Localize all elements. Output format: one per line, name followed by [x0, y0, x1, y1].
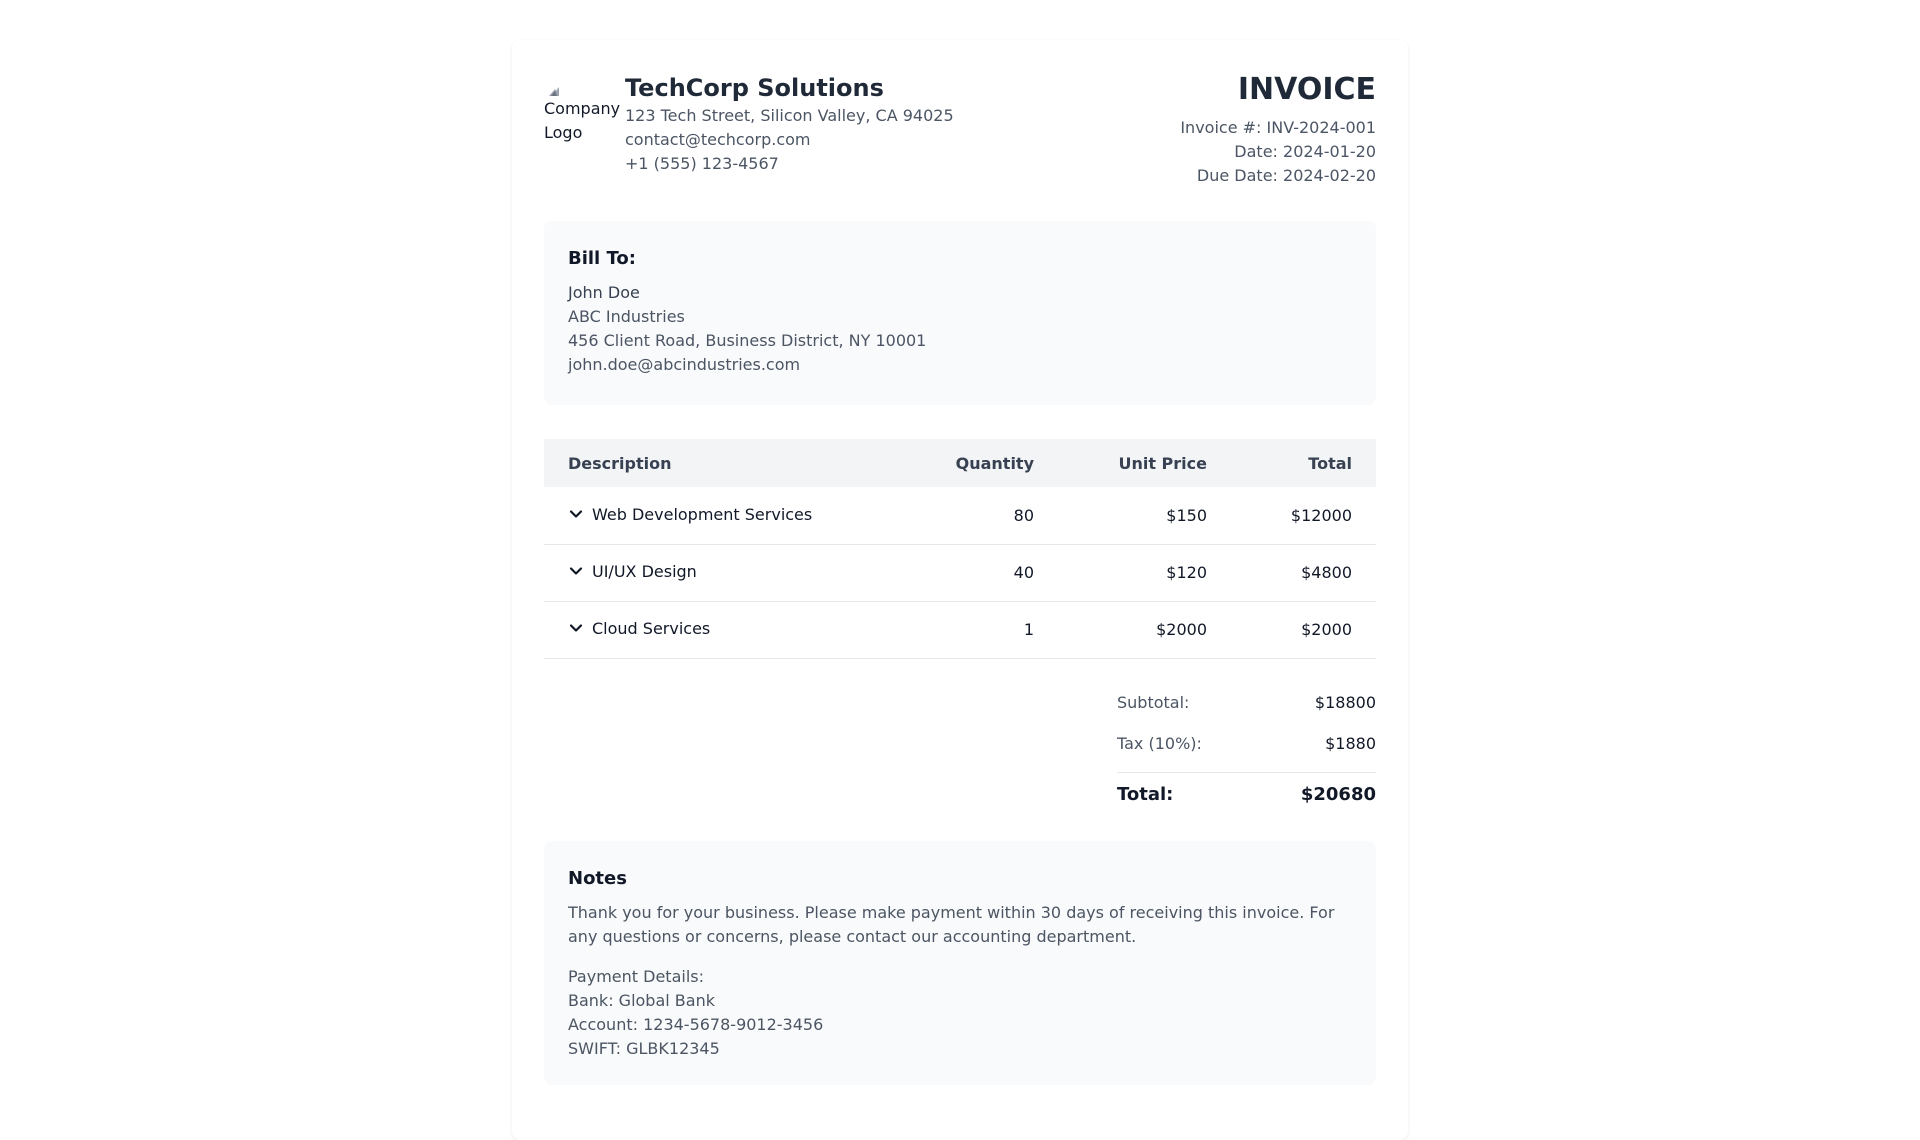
expand-row-toggle[interactable] — [568, 562, 697, 581]
company-name: TechCorp Solutions — [625, 74, 884, 102]
company-address: 123 Tech Street, Silicon Valley, CA 94025 — [625, 106, 954, 125]
column-header-quantity: Quantity — [955, 453, 1034, 473]
row-quantity: 1 — [908, 601, 1058, 658]
notes-text: Thank you for your business. Please make payment within 30 days of receiving this invoice. For any questions or concerns, please contact our accounting department. — [568, 902, 1335, 946]
table-row — [544, 487, 1376, 544]
table-row — [544, 544, 1376, 601]
grand-total-value: $20680 — [1300, 783, 1376, 805]
company-block — [544, 72, 954, 176]
row-description-cell — [544, 544, 908, 601]
invoice-card — [512, 40, 1408, 1140]
row-description-cell — [544, 487, 908, 544]
bill-to-section — [544, 221, 1376, 405]
payment-account: Account: 1234-5678-9012-3456 — [568, 1014, 824, 1034]
row-unit-price: $150 — [1058, 487, 1231, 544]
grand-total-row — [1117, 772, 1376, 809]
bill-to-email: john.doe@abcindustries.com — [568, 355, 801, 374]
tax-row — [1117, 732, 1376, 756]
tax-value: $1880 — [1325, 733, 1376, 753]
company-phone: +1 (555) 123-4567 — [625, 154, 779, 173]
payment-details-heading: Payment Details: — [568, 966, 704, 986]
bill-to-address: 456 Client Road, Business District, NY 10001 — [568, 331, 927, 350]
row-quantity: 40 — [908, 544, 1058, 601]
row-description: UI/UX Design — [592, 561, 697, 581]
row-quantity: 80 — [908, 487, 1058, 544]
invoice-header — [544, 72, 1376, 188]
company-info — [625, 72, 954, 176]
payment-swift: SWIFT: GLBK12345 — [568, 1038, 720, 1058]
row-total: $12000 — [1231, 487, 1376, 544]
notes-title: Notes — [568, 867, 627, 889]
company-email: contact@techcorp.com — [625, 130, 811, 149]
broken-image-icon — [548, 85, 560, 97]
column-header-total: Total — [1308, 453, 1352, 473]
invoice-due-date: Due Date: 2024-02-20 — [1196, 166, 1376, 185]
column-header-unit-price: Unit Price — [1118, 453, 1207, 473]
company-logo — [544, 85, 621, 149]
line-items-table — [544, 439, 1376, 659]
invoice-date: Date: 2024-01-20 — [1234, 142, 1376, 161]
bill-to-company: ABC Industries — [568, 307, 685, 326]
subtotal-row — [1117, 691, 1376, 715]
column-header-description: Description — [568, 453, 672, 473]
invoice-number: Invoice #: INV-2024-001 — [1180, 118, 1376, 137]
row-unit-price: $2000 — [1058, 601, 1231, 658]
chevron-down-icon[interactable] — [568, 620, 584, 636]
invoice-title: INVOICE — [1237, 72, 1376, 107]
grand-total-label: Total: — [1117, 783, 1174, 805]
row-description: Web Development Services — [592, 504, 813, 524]
logo-alt-text: Company Logo — [544, 99, 621, 142]
notes-section — [544, 841, 1376, 1085]
subtotal-label: Subtotal: — [1117, 692, 1190, 712]
row-description-cell — [544, 601, 908, 658]
expand-row-toggle[interactable] — [568, 619, 710, 638]
row-total: $2000 — [1231, 601, 1376, 658]
totals-block — [1117, 691, 1376, 809]
row-unit-price: $120 — [1058, 544, 1231, 601]
row-total: $4800 — [1231, 544, 1376, 601]
payment-bank: Bank: Global Bank — [568, 990, 715, 1010]
table-row — [544, 601, 1376, 658]
table-header-row — [544, 439, 1376, 487]
chevron-down-icon[interactable] — [568, 506, 584, 522]
bill-to-name: John Doe — [568, 283, 640, 302]
bill-to-title: Bill To: — [568, 248, 636, 269]
tax-label: Tax (10%): — [1117, 733, 1202, 753]
row-description: Cloud Services — [592, 618, 711, 638]
subtotal-value: $18800 — [1314, 692, 1376, 712]
expand-row-toggle[interactable] — [568, 505, 812, 524]
chevron-down-icon[interactable] — [568, 563, 584, 579]
invoice-meta — [1180, 72, 1376, 188]
